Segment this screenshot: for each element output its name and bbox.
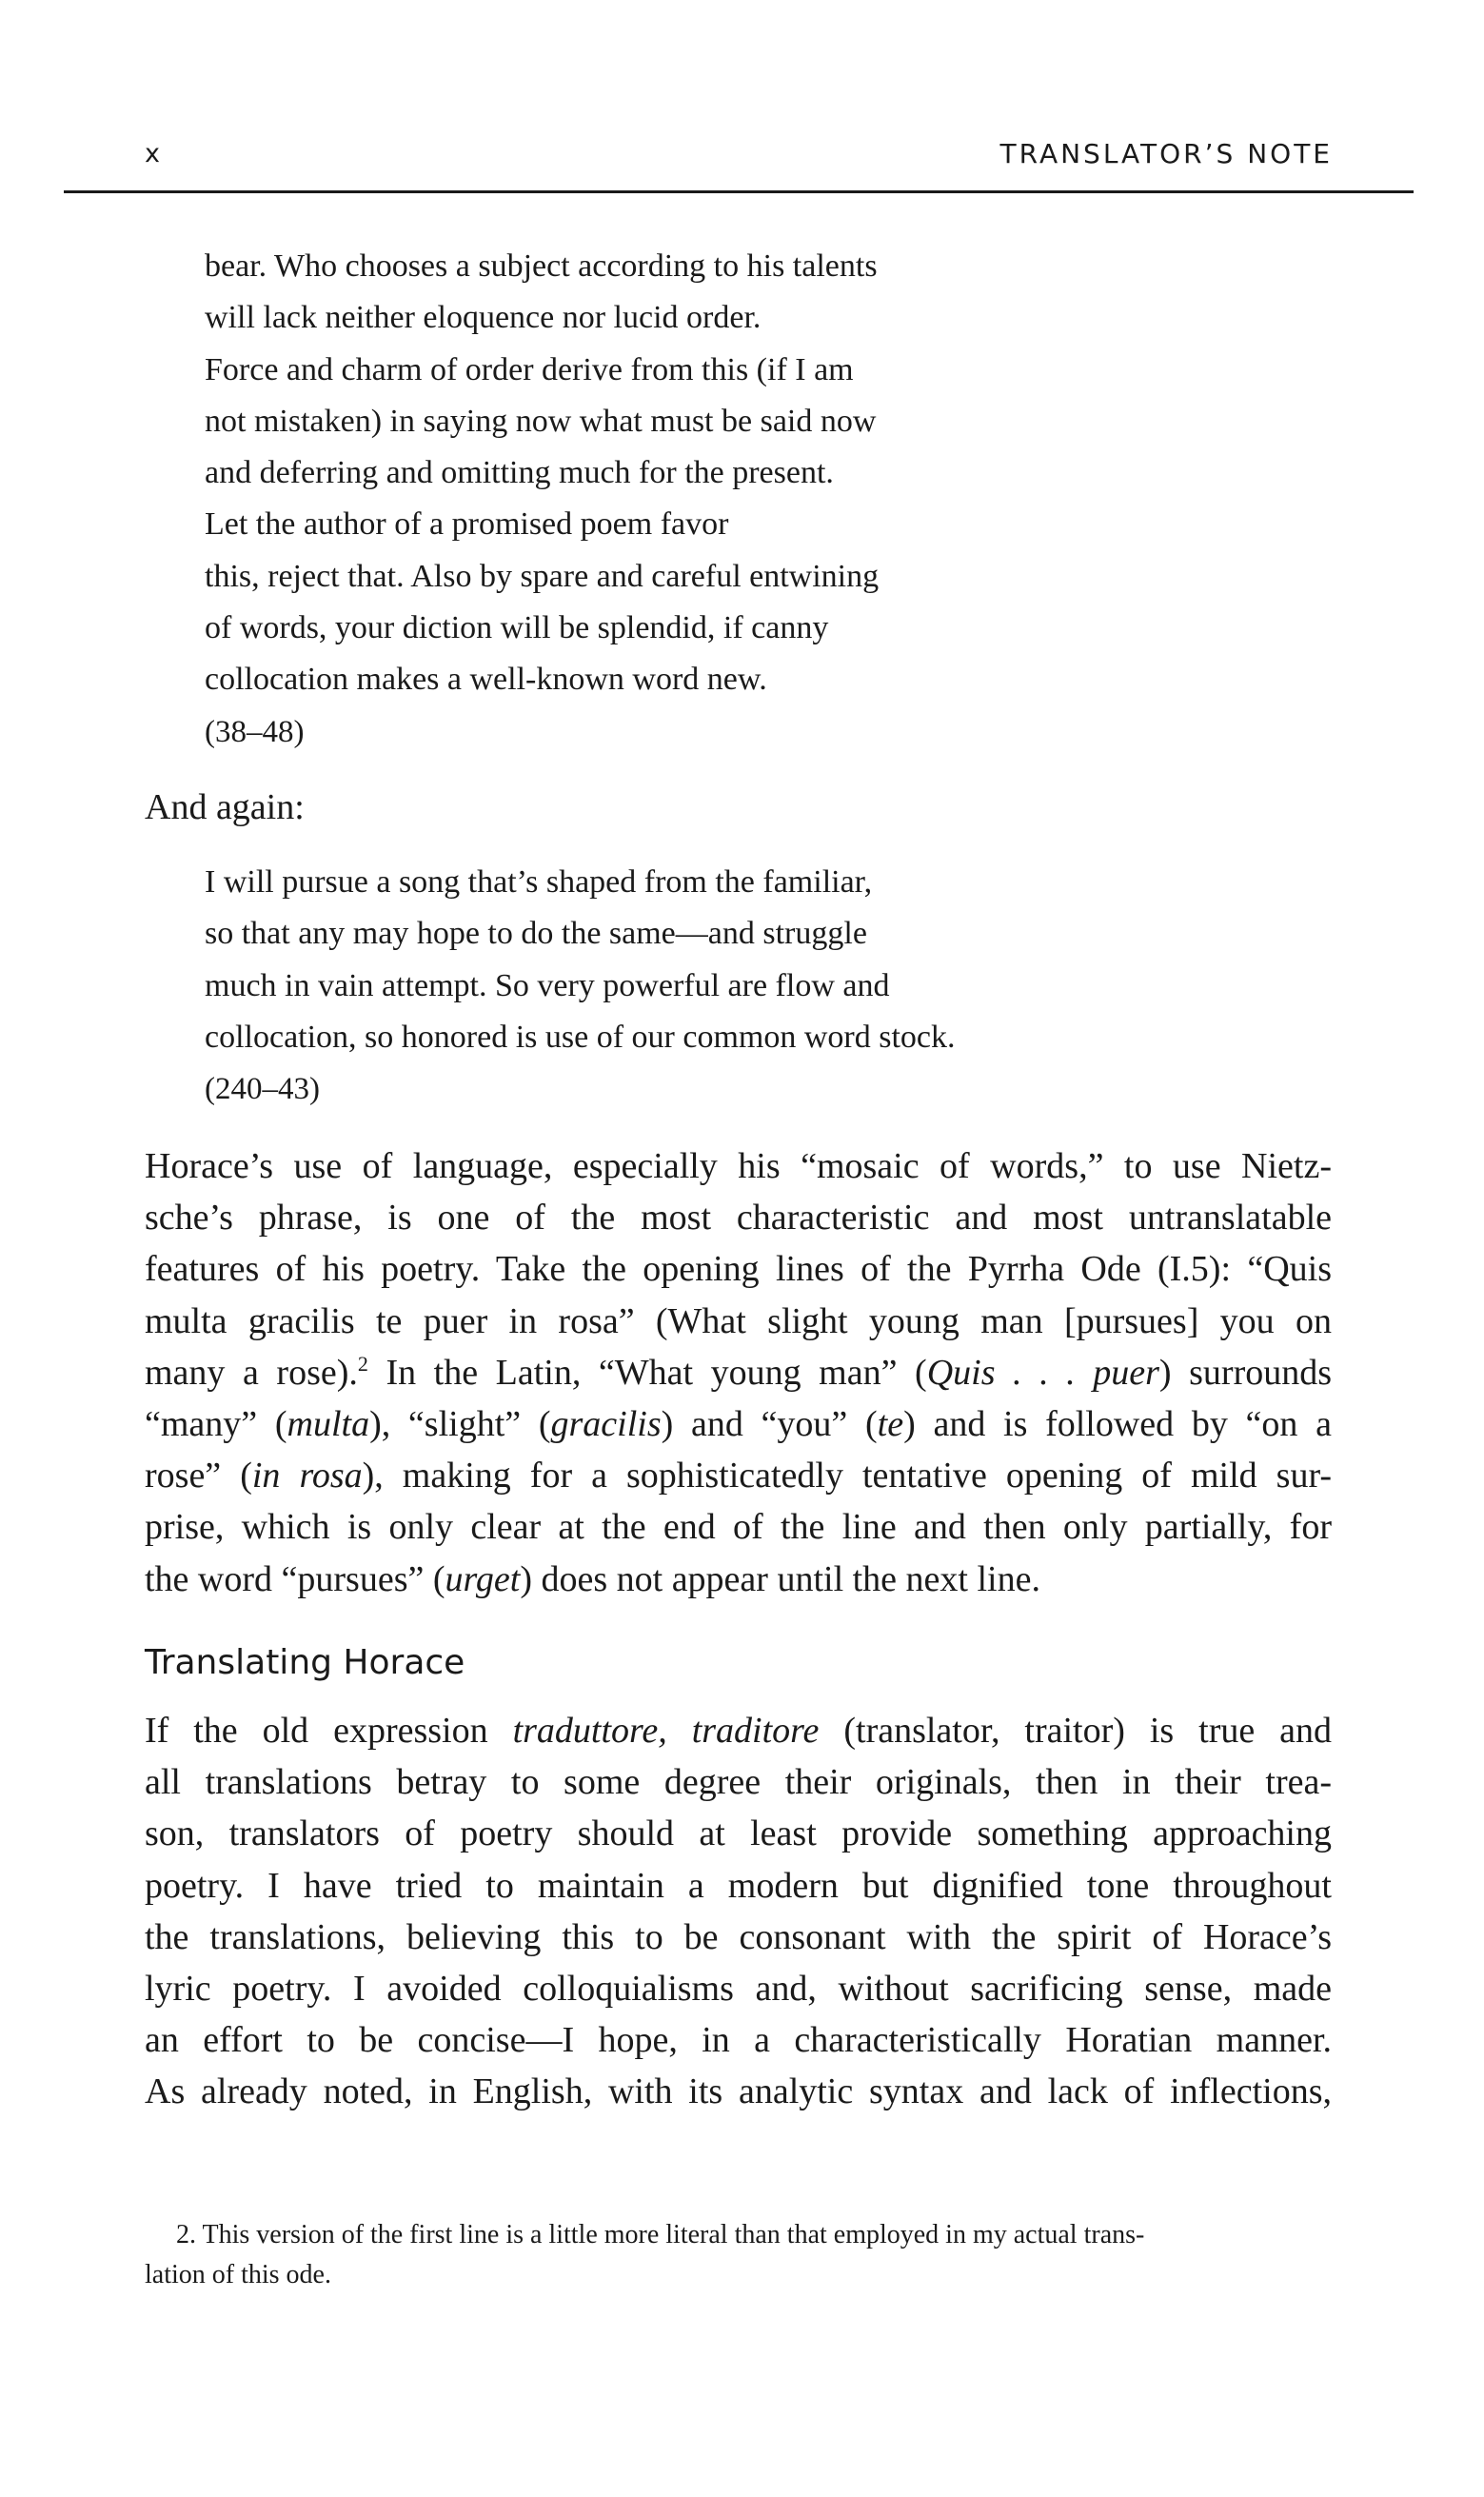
quote-line: will lack neither eloquence nor lucid order. [205,300,762,336]
quote-line: and deferring and omitting much for the present. [205,455,834,491]
transition-text: And again: [145,787,305,827]
section-heading: Translating Horace [145,1643,465,1682]
quote-line: collocation, so honored is use of our common word stock. [205,1019,956,1055]
paragraph-line: lyric poetry. I avoided colloquialisms and, without sacrificing sense, made [145,1968,1332,2009]
paragraph-line: many a rose).$^2$ In the Latin, “What young man” (Quis . . . puer) surrounds [145,1351,1333,1393]
quote-line: bear. Who chooses a subject according to his talents [205,248,878,284]
quote-citation: (38–48) [205,714,305,749]
block-quote-2 [205,857,1157,1115]
paragraph-line: “many” (multa), “slight” (gracilis) and “you” (te) and is followed by “on a [145,1403,1332,1444]
footnote-marker[interactable]: 2 [357,1351,368,1376]
quote-line: collocation makes a well-known word new. [205,662,767,698]
quote-line: this, reject that. Also by spare and careful entwining [205,558,880,594]
paragraph-line: multa gracilis te puer in rosa” (What slight young man [pursues] you on [145,1300,1332,1341]
paragraph-line: the word “pursues” (urget) does not appear until the next line. [145,1558,1040,1599]
footnote-line: lation of this ode. [145,2260,331,2289]
footnote [145,2215,1332,2295]
paragraph-line: an effort to be concise—I hope, in a characteristically Horatian manner. [145,2020,1332,2061]
quote-line: of words, your diction will be splendid, if canny [205,610,829,646]
running-title: TRANSLATOR’S NOTE [999,138,1333,169]
paragraph-translating-horace [145,1705,1332,2118]
quote-line: I will pursue a song that’s shaped from the familiar, [205,864,873,900]
paragraph-line: the translations, believing this to be consonant with the spirit of Horace’s [145,1916,1332,1957]
quote-line: much in vain attempt. So very powerful are flow and [205,967,890,1003]
quote-line: Force and charm of order derive from this (if I am [205,351,854,387]
footnote-line: 2. This version of the first line is a little more literal than that employed in my actual trans- [176,2220,1145,2249]
paragraph-line: all translations betray to some degree their originals, then in their trea- [145,1762,1332,1803]
block-quote-1 [205,241,1157,758]
paragraph-line: As already noted, in English, with its analytic syntax and lack of inflections, [145,2071,1332,2112]
paragraph-mosaic-of-words [145,1140,1332,1605]
quote-citation: (240–43) [205,1072,320,1107]
quote-line: Let the author of a promised poem favor [205,506,729,543]
paragraph-line: poetry. I have tried to maintain a modern but dignified tone throughout [145,1865,1332,1906]
paragraph-line: sche’s phrase, is one of the most characteristic and most untranslatable [145,1198,1332,1239]
quote-line: so that any may hope to do the same—and struggle [205,916,867,952]
quote-line: not mistaken) in saying now what must be said now [205,403,877,439]
paragraph-line: rose” (in rosa), making for a sophisticatedly tentative opening of mild sur- [145,1456,1332,1496]
paragraph-line: son, translators of poetry should at least provide something approaching [145,1813,1332,1854]
paragraph-line: prise, which is only clear at the end of the line and then only partially, for [145,1507,1332,1548]
page-number: x [145,139,161,168]
paragraph-line: If the old expression traduttore, traditore (translator, traitor) is true and [145,1711,1333,1751]
running-head [64,135,1414,193]
paragraph-line: features of his poetry. Take the opening lines of the Pyrrha Ode (I.5): “Quis [145,1249,1332,1290]
paragraph-line: Horace’s use of language, especially his “mosaic of words,” to use Nietz- [145,1146,1332,1186]
